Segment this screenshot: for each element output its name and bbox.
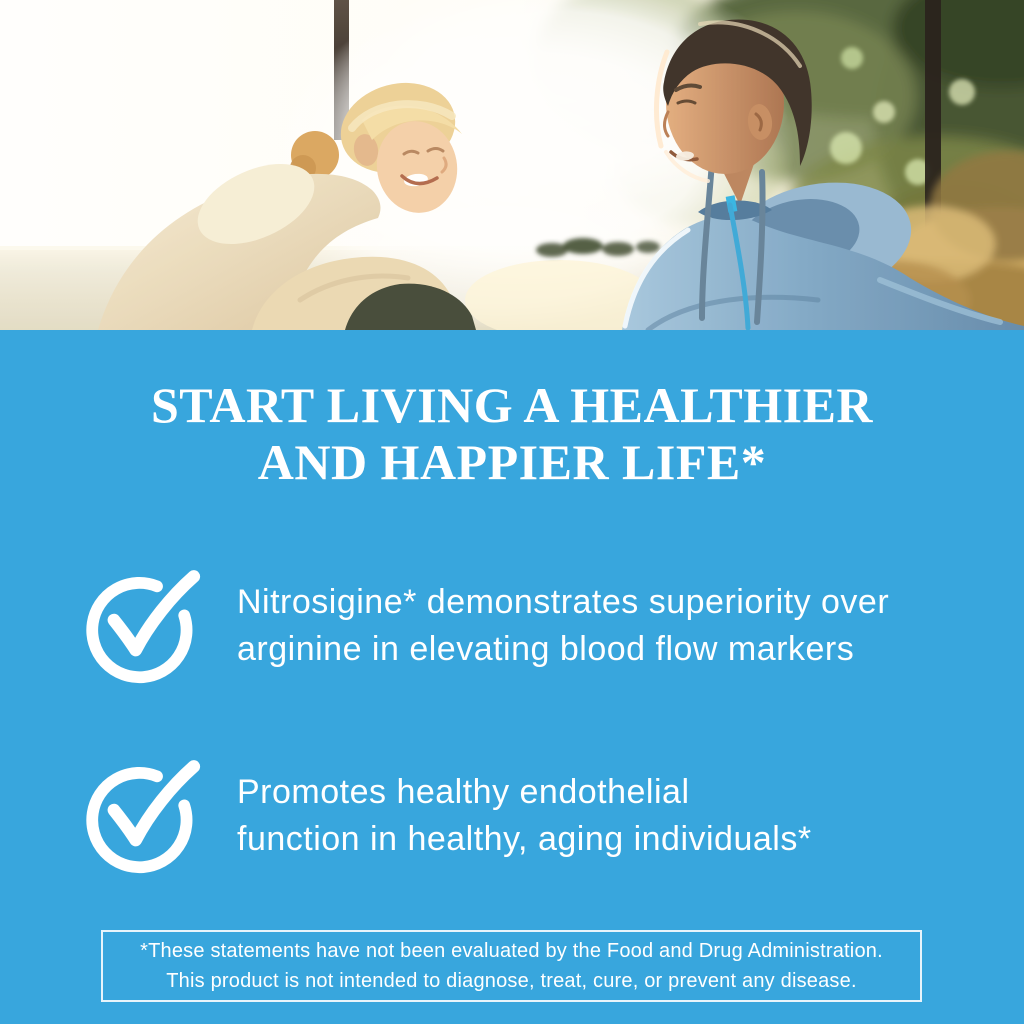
benefit-item-2 [84,752,812,879]
check-circle-icon [84,562,211,689]
benefit-2-line1: Promotes healthy endothelial [237,772,690,811]
benefit-text [237,579,889,673]
benefits-section [0,330,1024,1024]
disclaimer-text [140,936,883,996]
benefit-1-line1: Nitrosigine* demonstrates superiority over [237,582,890,621]
benefit-item-1 [84,562,889,689]
benefit-1-line2: arginine in elevating blood flow markers [237,629,855,668]
photo-warm-overlay [0,0,1024,330]
headline [0,377,1024,491]
disclaimer-line1: *These statements have not been evaluated by the Food and Drug Administration. [140,940,883,962]
disclaimer-box [101,930,922,1002]
check-circle-icon [84,752,211,879]
hero-photo [0,0,1024,330]
headline-line2: AND HAPPIER LIFE* [257,434,767,490]
benefit-text [237,769,812,863]
benefit-2-line2: function in healthy, aging individuals* [237,819,812,858]
disclaimer-line2: This product is not intended to diagnose, treat, cure, or prevent any disease. [166,970,857,992]
hero-photo-scene [0,0,1024,330]
headline-line1: START LIVING A HEALTHIER [150,377,874,433]
